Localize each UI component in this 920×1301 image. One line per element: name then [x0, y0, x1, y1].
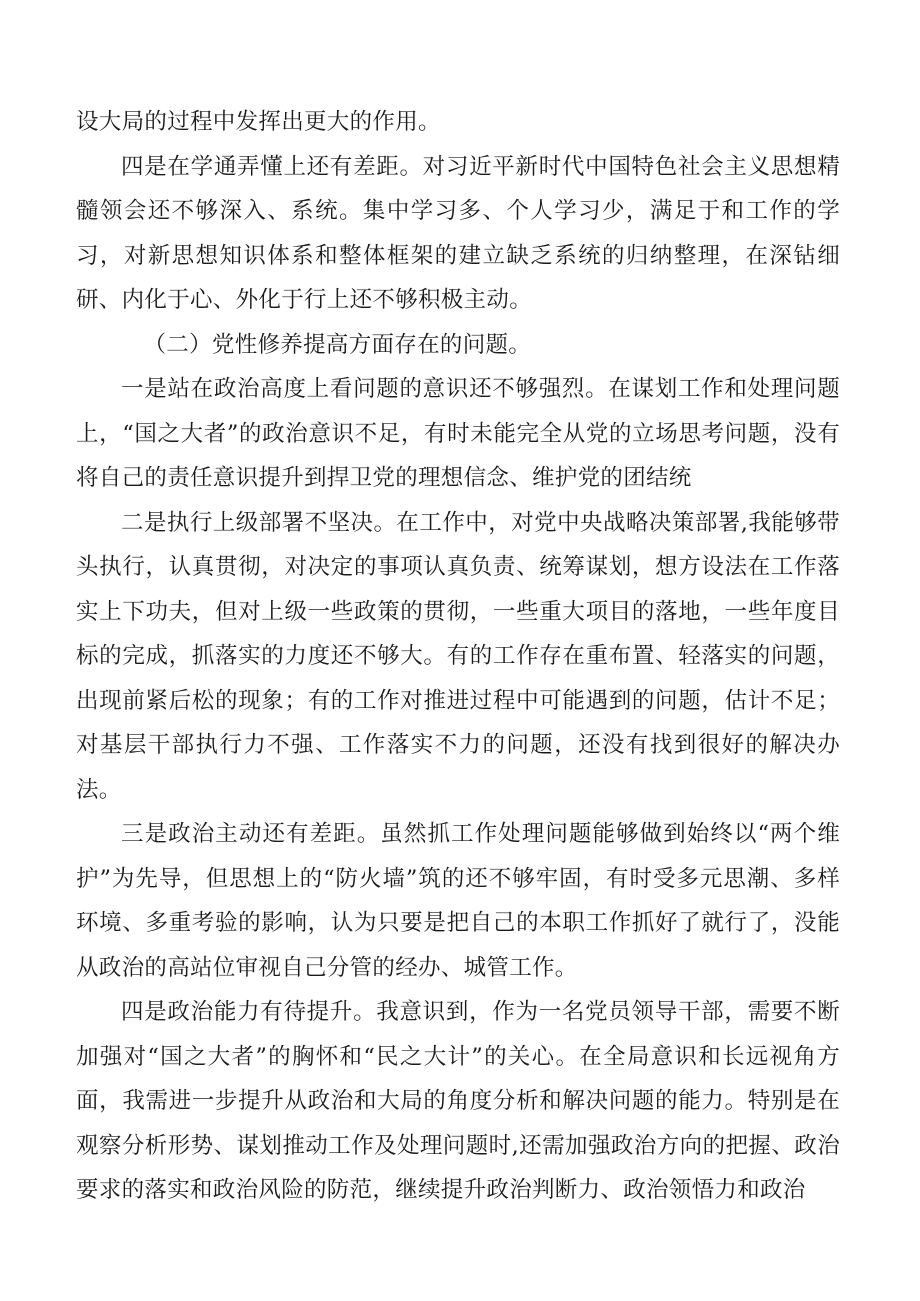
paragraph-political-ability: 四是政治能力有待提升。我意识到，作为一名党员领导干部，需要不断加强对“国之大者”的胸怀和“民之大计”的关心。在全局意识和长远视角方面，我需进一步提升从政治和大局的角度分析和解决问题的能力。特别是在观察分析形势、谋划推动工作及处理问题时,还需加强政治方向的把握、政治要求的落实和政治风险的防范，继续提升政治判断力、政治领悟力和政治	[76, 999, 840, 1203]
paragraph-political-awareness: 一是站在政治高度上看问题的意识还不够强烈。在谋划工作和处理问题上，“国之大者”的政治意识不足，有时未能完全从党的立场思考问题，没有将自己的责任意识提升到捍卫党的理想信念、维护党的团结统	[76, 376, 840, 491]
section-heading: （二）党性修养提高方面存在的问题。	[143, 331, 532, 358]
paragraph-study-gap: 四是在学通弄懂上还有差距。对习近平新时代中国特色社会主义思想精髓领会还不够深入、系统。集中学习多、个人学习少，满足于和工作的学习，对新思想知识体系和整体框架的建立缺乏系统的归纳整理，在深钻细研、内化于心、外化于行上还不够积极主动。	[76, 153, 840, 313]
paragraph-political-initiative: 三是政治主动还有差距。虽然抓工作处理问题能够做到始终以“两个维护”为先导，但思想上的“防火墙”筑的还不够牢固，有时受多元思潮、多样环境、多重考验的影响，认为只要是把自己的本职工作抓好了就行了，没能从政治的高站位审视自己分管的经办、城管工作。	[76, 821, 840, 981]
document-body	[76, 100, 840, 1213]
paragraph-continuation: 设大局的过程中发挥出更大的作用。	[76, 109, 441, 135]
paragraph-execution: 二是执行上级部署不坚决。在工作中，对党中央战略决策部署,我能够带头执行，认真贯彻，对决定的事项认真负责、统筹谋划，想方设法在工作落实上下功夫，但对上级一些政策的贯彻，一些重大项目的落地，一些年度目标的完成，抓落实的力度还不够大。有的工作存在重布置、轻落实的问题，出现前紧后松的现象；有的工作对推进过程中可能遇到的问题，估计不足；对基层干部执行力不强、工作落实不力的问题，还没有找到很好的解决办法。	[76, 509, 840, 803]
